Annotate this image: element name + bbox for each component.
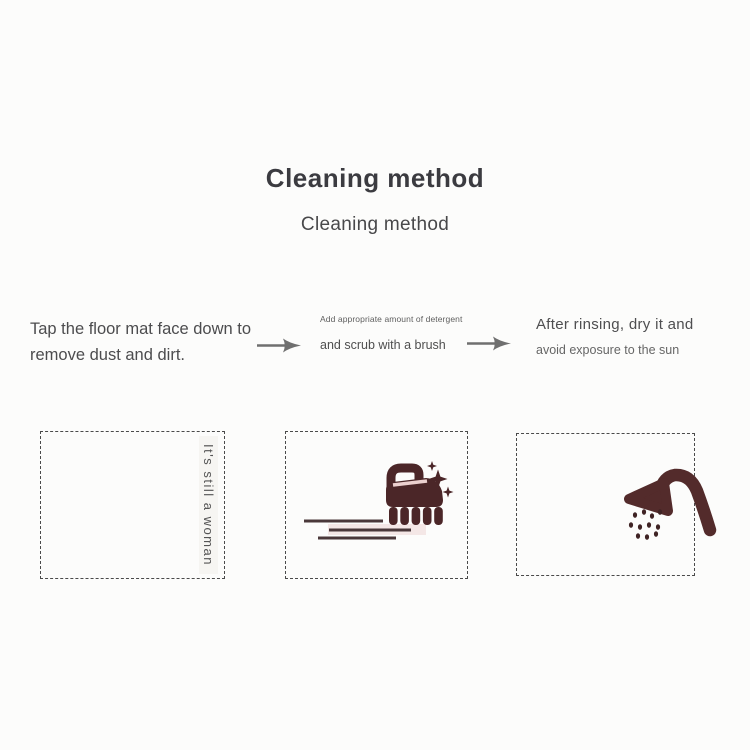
arrow-right-icon xyxy=(256,336,302,354)
panel-step-1 xyxy=(40,431,225,579)
scrub-brush-icon xyxy=(292,456,464,566)
step-1-line-1: Tap the floor mat face down to xyxy=(30,320,252,338)
page-title: Cleaning method xyxy=(265,163,485,193)
brush-bristles xyxy=(389,507,443,525)
step-2-line-1: Add appropriate amount of detergent xyxy=(320,314,463,324)
step-2-text xyxy=(320,314,480,352)
page-subtitle: Cleaning method xyxy=(300,214,450,235)
arrow-right-icon xyxy=(466,334,512,352)
vertical-watermark-text: It's still a woman xyxy=(199,436,218,574)
step-2-line-2: and scrub with a brush xyxy=(320,338,446,352)
panel-step-2 xyxy=(285,431,468,579)
panel-step-3 xyxy=(516,433,695,576)
step-3-line-1: After rinsing, dry it and xyxy=(536,316,694,333)
step-3-line-2: avoid exposure to the sun xyxy=(536,343,680,357)
shower-cone xyxy=(629,483,668,511)
shower-head-icon xyxy=(517,434,717,575)
step-3-text xyxy=(536,316,706,357)
step-1-line-2: remove dust and dirt. xyxy=(30,346,185,364)
step-1-text xyxy=(30,316,280,368)
water-drops xyxy=(629,509,662,540)
